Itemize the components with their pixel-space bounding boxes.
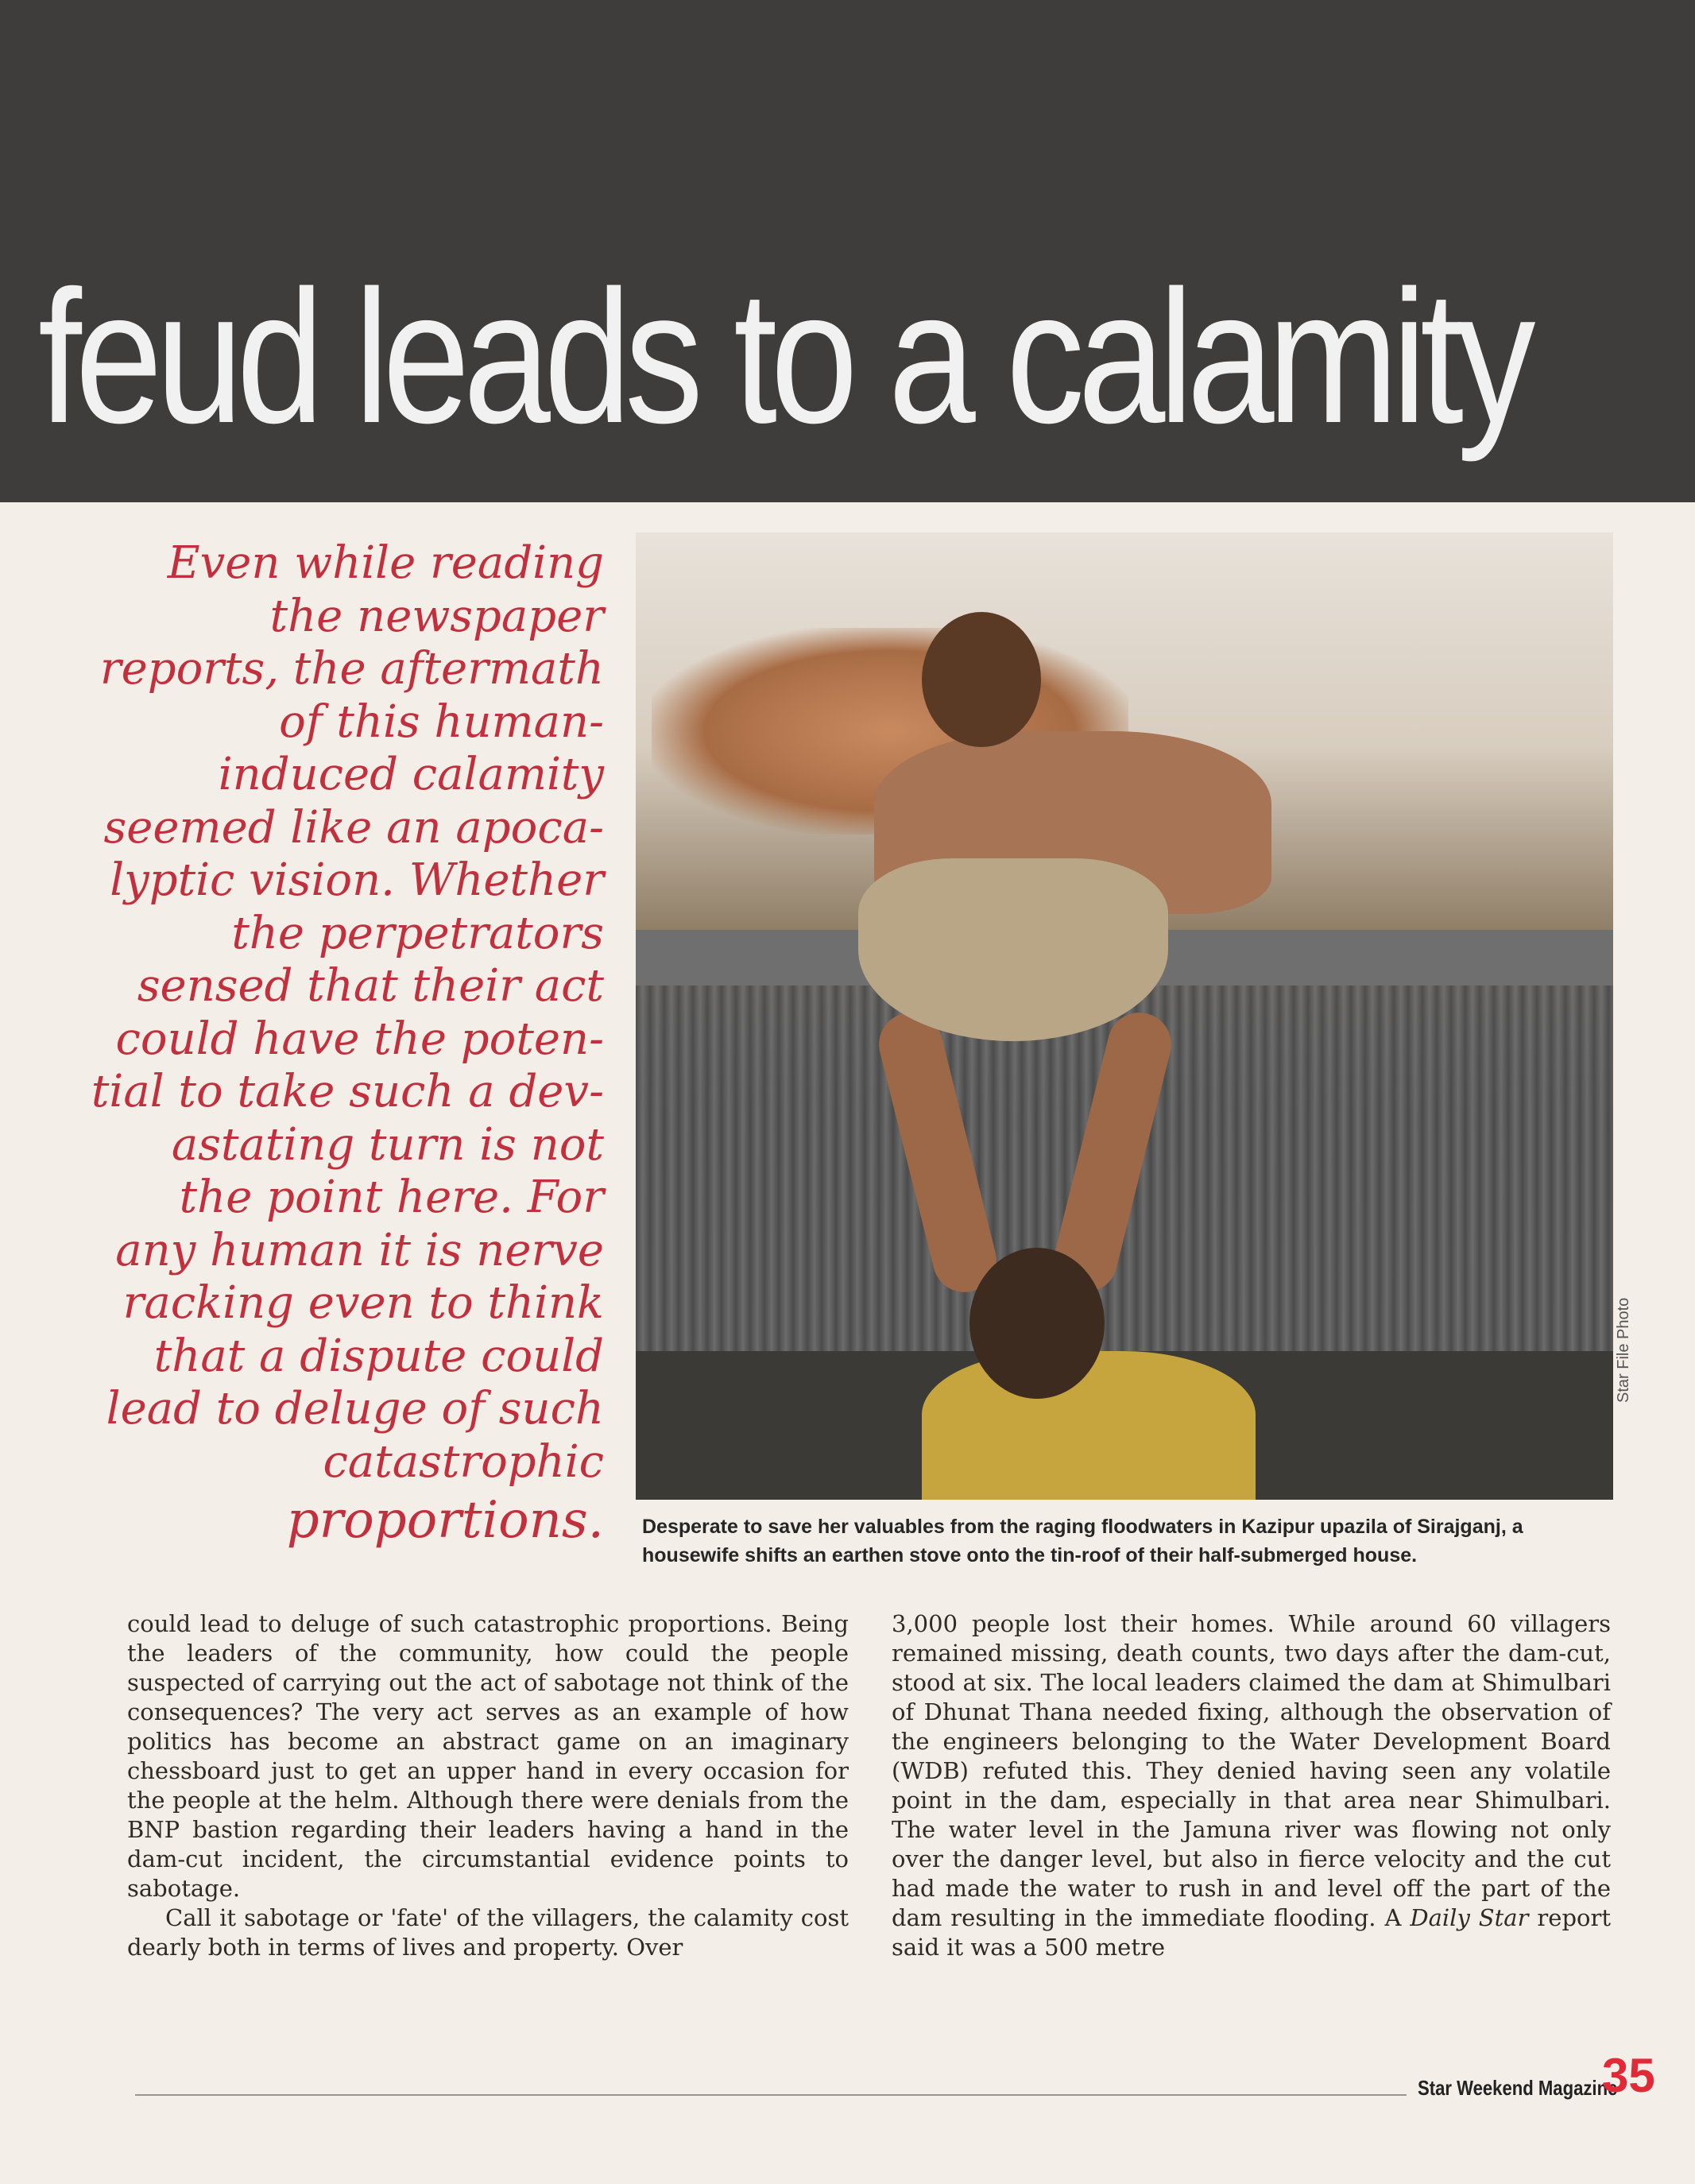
pull-quote-line: could have the poten-	[115, 1013, 604, 1065]
pull-quote-line: lyptic vision. Whether	[110, 854, 604, 906]
caption-line: Desperate to save her valuables from the raging floodwaters in Kazipur upazila of Sirajganj, a	[642, 1516, 1523, 1538]
photo-caption	[642, 1512, 1620, 1570]
photo-earthen-stove	[858, 858, 1168, 1041]
body-paragraph	[892, 1609, 1611, 1962]
pull-quote-line: lead to deluge of such	[106, 1383, 604, 1435]
headline: feud leads to a calamity	[38, 252, 1530, 463]
pull-quote-line: reports, the aftermath	[99, 643, 604, 695]
footer-rule	[135, 2094, 1407, 2096]
pull-quote-line: seemed like an apoca-	[103, 801, 604, 854]
body-column-right	[892, 1609, 1611, 1962]
pull-quote-line: tial to take such a dev-	[91, 1066, 604, 1117]
publication-name: Daily Star	[1410, 1904, 1529, 1931]
body-column-left	[127, 1609, 849, 1962]
pull-quote-line: of this human-	[279, 695, 604, 748]
body-paragraph: could lead to deluge of such catastrophic proportions. Being the leaders of the community, how could the people suspected of carrying out the act of sabotage not think of the consequences? The very act serves as an example of how politics has become an abstract game on an imaginary chessboard just to get an upper hand in every occasion for the people at the helm. Although there were denials from the BNP bastion regarding their leaders having a hand in the dam-cut incident, the circumstantial evidence points to sabotage.	[127, 1610, 849, 1902]
pull-quote-line: any human it is nerve	[115, 1224, 604, 1276]
body-text: 3,000 people lost their homes. While around 60 villagers remained missing, death counts, two days after the dam-cut, stood at six. The local leaders claimed the dam at Shimulbari of Dhunat Thana needed fixing, although the observation of the engineers belonging to the Water Development Board (WDB) refuted this. They denied having seen any volatile point in the dam, especially in that area near Shimulbari. The water level in the Jamuna river was flowing not only over the danger level, but also in fierce velocity and the cut had made the water to rush in and level off the part of the dam resulting in the immediate flooding. A	[892, 1610, 1611, 1931]
pull-quote-line: the newspaper	[269, 590, 604, 642]
photo-credit: Star File Photo	[1615, 1297, 1632, 1403]
photo-woman-head	[969, 1248, 1105, 1399]
pull-quote-line: that a dispute could	[153, 1330, 604, 1382]
pull-quote-line: catastrophic	[323, 1435, 604, 1488]
photo-woman-figure	[922, 1351, 1256, 1500]
pull-quote-line: the point here. For	[179, 1171, 604, 1223]
pull-quote-line: induced calamity	[218, 749, 604, 800]
body-paragraph: Call it sabotage or 'fate' of the villagers, the calamity cost dearly both in terms of lives and property. Over	[127, 1904, 849, 1961]
body-text: report said it was a 500 metre	[892, 1904, 1611, 1961]
flood-photo	[636, 532, 1613, 1500]
pull-quote-line: astating turn is not	[171, 1118, 604, 1171]
pull-quote-line: the perpetrators	[231, 907, 604, 959]
pull-quote-line: Even while reading	[167, 537, 604, 589]
pull-quote	[48, 537, 604, 1552]
photo-boy-head	[922, 612, 1041, 747]
pull-quote-line: racking even to think	[122, 1277, 604, 1329]
footer-magazine-name: Star Weekend Magazine	[1418, 2076, 1618, 2100]
pull-quote-line: sensed that their act	[137, 960, 604, 1012]
caption-line: housewife shifts an earthen stove onto the tin-roof of their half-submerged house.	[642, 1544, 1418, 1566]
pull-quote-line: proportions.	[286, 1491, 604, 1550]
page-number: 35	[1602, 2049, 1655, 2102]
